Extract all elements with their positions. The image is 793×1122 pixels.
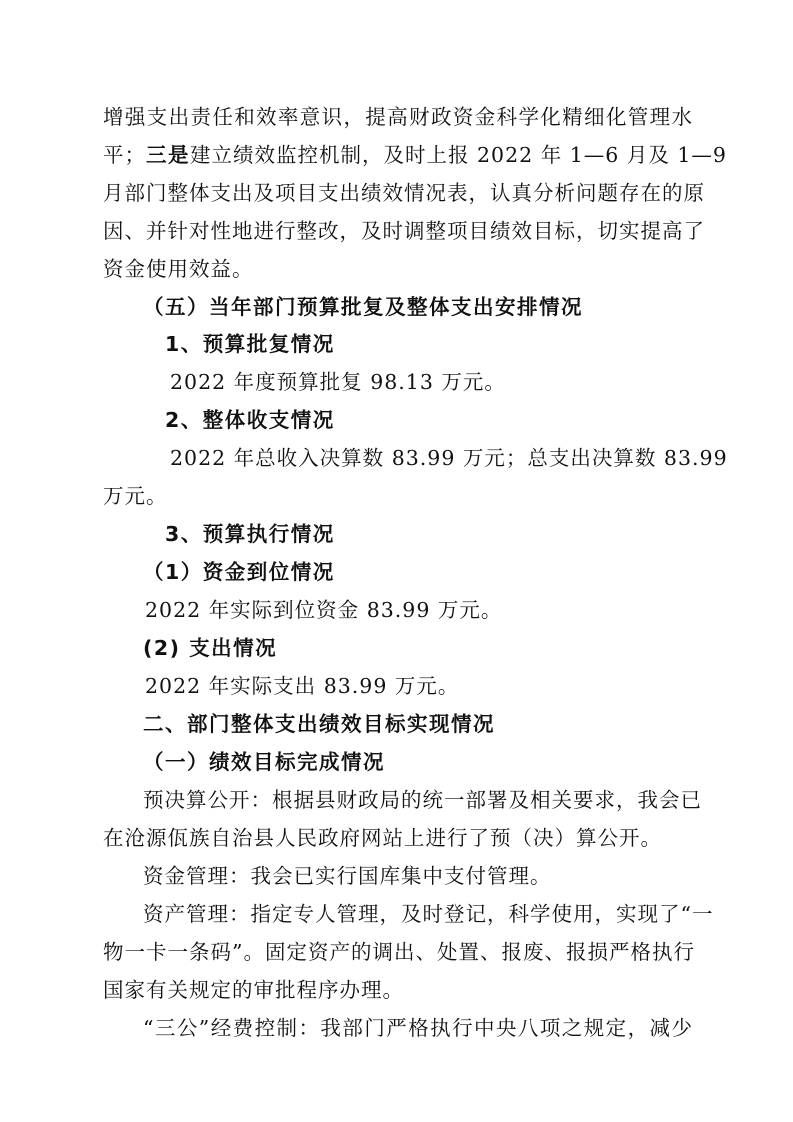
subsection-heading: 2、整体收支情况 xyxy=(165,408,335,432)
text-segment: 平； xyxy=(103,143,146,167)
paragraph-line: 资产管理：指定专人管理，及时登记，科学使用，实现了“一 xyxy=(143,902,714,926)
subsection-heading: (2) 支出情况 xyxy=(143,636,278,660)
subsection-heading: 1、预算批复情况 xyxy=(165,332,335,356)
paragraph-line: 预决算公开：根据县财政局的统一部署及相关要求，我会已 xyxy=(143,788,702,812)
paragraph-line: “三公”经费控制：我部门严格执行中央八项之规定，减少 xyxy=(143,1016,693,1040)
paragraph-line: 增强支出责任和效率意识，提高财政资金科学化精细化管理水 xyxy=(103,105,693,129)
paragraph-line: 2022 年度预算批复 98.13 万元。 xyxy=(170,370,506,394)
paragraph-line xyxy=(103,140,727,170)
paragraph-line: 物一卡一条码”。固定资产的调出、处置、报废、报损严格执行 xyxy=(103,940,695,964)
section-heading: （五）当年部门预算批复及整体支出安排情况 xyxy=(143,295,583,319)
paragraph-line: 2022 年总收入决算数 83.99 万元；总支出决算数 83.99 xyxy=(170,446,728,470)
paragraph-line: 资金使用效益。 xyxy=(103,257,254,281)
paragraph-line: 在沧源佤族自治县人民政府网站上进行了预（决）算公开。 xyxy=(103,826,662,850)
paragraph-line: 月部门整体支出及项目支出绩效情况表，认真分析问题存在的原 xyxy=(103,181,705,205)
subsection-heading: （一）绩效目标完成情况 xyxy=(143,750,385,774)
text-segment: 建立绩效监控机制，及时上报 2022 年 1—6 月及 1—9 xyxy=(190,143,727,167)
subsection-heading: 3、预算执行情况 xyxy=(165,522,335,546)
paragraph-line: 2022 年实际支出 83.99 万元。 xyxy=(145,674,460,698)
paragraph-line: 国家有关规定的审批程序办理。 xyxy=(103,978,404,1002)
emphasis-text: 三是 xyxy=(146,143,190,167)
paragraph-line: 2022 年实际到位资金 83.99 万元。 xyxy=(145,598,503,622)
paragraph-line: 万元。 xyxy=(103,484,168,508)
paragraph-line: 资金管理：我会已实行国库集中支付管理。 xyxy=(143,864,552,888)
section-heading: 二、部门整体支出绩效目标实现情况 xyxy=(143,712,495,736)
subsection-heading: （1）资金到位情况 xyxy=(143,560,335,584)
paragraph-line: 因、并针对性地进行整改，及时调整项目绩效目标，切实提高了 xyxy=(103,219,705,243)
